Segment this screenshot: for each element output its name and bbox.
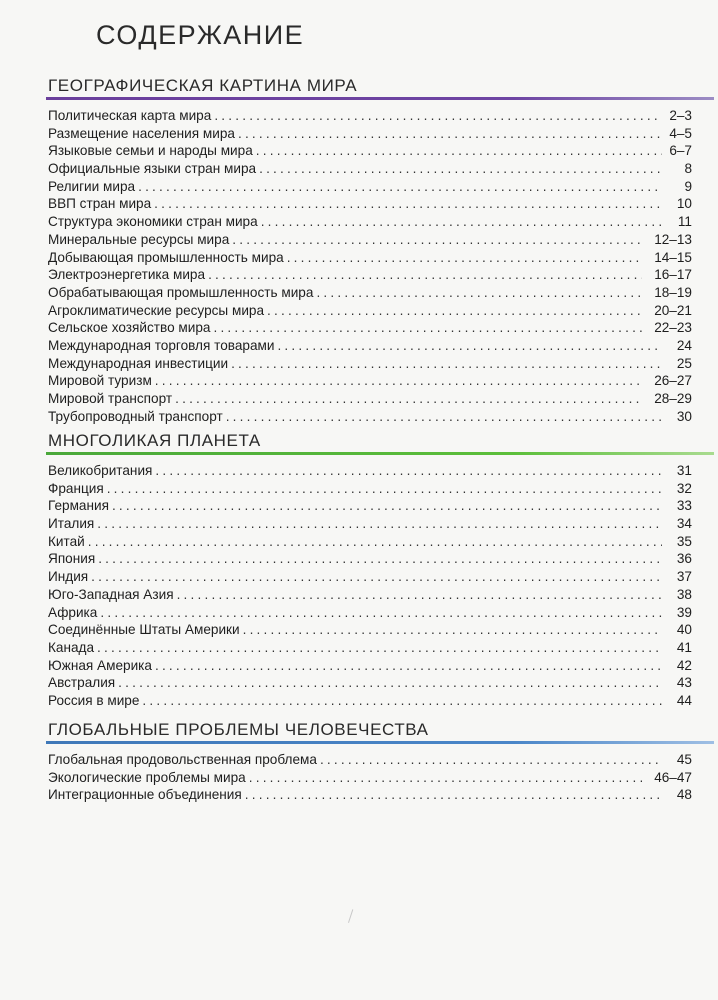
- toc-entry-label: Структура экономики стран мира: [48, 214, 258, 230]
- toc-entry-label: Япония: [48, 551, 96, 567]
- toc-entry: [48, 751, 692, 769]
- toc-section: [46, 431, 714, 710]
- dot-leader: [97, 639, 662, 657]
- page-title: СОДЕРЖАНИЕ: [96, 20, 305, 50]
- toc-entry-label: Великобритания: [48, 463, 153, 478]
- toc-entry: [48, 266, 692, 284]
- section-rule: [46, 97, 714, 100]
- toc-entry-page: 25: [676, 355, 692, 371]
- dot-leader: [261, 213, 662, 231]
- toc-entry-label: Германия: [48, 498, 109, 514]
- toc-entry: [48, 621, 692, 639]
- toc-entry-page: 4–5: [669, 125, 692, 141]
- toc-entry-label: Добывающая промышленность мира: [48, 249, 284, 265]
- toc-entry-label: Международная торговля товарами: [48, 337, 275, 353]
- toc-entry-label: Официальные языки стран мира: [48, 161, 257, 177]
- section-rule: [46, 452, 714, 455]
- toc-entry: [48, 231, 692, 249]
- dot-leader: [277, 337, 662, 355]
- toc-entry-label: Агроклиматические ресурсы мира: [48, 302, 265, 318]
- toc-entry-page: 44: [676, 692, 692, 708]
- toc-entry: [48, 107, 692, 125]
- pencil-mark: [348, 909, 359, 924]
- dot-leader: [320, 751, 662, 769]
- dot-leader: [213, 319, 642, 337]
- section-title: ГЕОГРАФИЧЕСКАЯ КАРТИНА МИРА: [48, 76, 358, 95]
- dot-leader: [267, 302, 642, 320]
- toc-entry-page: 30: [676, 408, 692, 424]
- toc-entry: [48, 125, 692, 143]
- toc-entry-page: 18–19: [654, 284, 692, 300]
- dot-leader: [91, 568, 662, 586]
- toc-entry-label: Индия: [48, 569, 89, 585]
- toc-entry-page: 48: [676, 787, 692, 803]
- toc-entry-page: 28–29: [654, 391, 692, 406]
- toc-entry-page: 38: [676, 586, 692, 602]
- dot-leader: [97, 515, 662, 533]
- toc-entry-label: Экологические проблемы мира: [48, 769, 246, 785]
- toc-entry: [48, 692, 692, 710]
- dot-leader: [107, 480, 662, 498]
- section-title: ГЛОБАЛЬНЫЕ ПРОБЛЕМЫ ЧЕЛОВЕЧЕСТВА: [48, 720, 429, 739]
- toc-entry: [48, 160, 692, 178]
- toc-entry-label: Минеральные ресурсы мира: [48, 231, 230, 247]
- toc-entry: [48, 674, 692, 692]
- toc-entry: [48, 769, 692, 787]
- dot-leader: [259, 160, 662, 178]
- toc-entry: [48, 786, 692, 804]
- toc-entry-label: Юго-Западная Азия: [48, 586, 174, 602]
- toc-entry-label: Италия: [48, 516, 95, 532]
- toc-entry-page: 46–47: [654, 769, 692, 785]
- toc-entry: [48, 213, 692, 231]
- toc-entry-label: Обрабатывающая промышленность мира: [48, 284, 314, 300]
- toc-entry-page: 24: [676, 337, 692, 353]
- toc-entry-label: Интеграционные объединения: [48, 787, 242, 803]
- toc-entry-page: 20–21: [654, 302, 692, 318]
- toc-entry-label: Южная Америка: [48, 657, 152, 673]
- toc-entry-page: 16–17: [654, 267, 692, 283]
- dot-leader: [243, 621, 662, 639]
- dot-leader: [154, 195, 662, 213]
- toc-entry: [48, 515, 692, 533]
- dot-leader: [232, 231, 642, 249]
- toc-entry: [48, 142, 692, 160]
- toc-entry-label: Мировой туризм: [48, 373, 152, 389]
- dot-leader: [231, 355, 662, 373]
- dot-leader: [238, 125, 662, 143]
- toc-entry-page: 43: [676, 675, 692, 691]
- toc-entry-label: Китай: [48, 533, 85, 549]
- toc-entry-label: Африка: [48, 604, 98, 620]
- dot-leader: [226, 408, 662, 426]
- toc-entry-label: Сельское хозяйство мира: [48, 320, 211, 336]
- toc-entry-page: 45: [676, 752, 692, 767]
- toc-entry: [48, 319, 692, 337]
- toc-entry: [48, 337, 692, 355]
- toc-entry-label: Канада: [48, 639, 95, 655]
- toc-entry-page: 33: [676, 498, 692, 514]
- toc-entry-page: 6–7: [669, 143, 692, 159]
- dot-leader: [138, 178, 662, 196]
- toc-entry: [48, 497, 692, 515]
- toc-entry: [48, 249, 692, 267]
- toc-entry-page: 2–3: [669, 108, 692, 123]
- toc-entry-label: Соединённые Штаты Америки: [48, 622, 240, 638]
- toc-entry-label: Размещение населения мира: [48, 125, 235, 141]
- toc-entry-label: Трубопроводный транспорт: [48, 408, 223, 424]
- toc-entry: [48, 586, 692, 604]
- toc-entry: [48, 604, 692, 622]
- toc-entry: [48, 195, 692, 213]
- toc-entry-page: 35: [676, 533, 692, 549]
- toc-entry-page: 32: [676, 480, 692, 496]
- dot-leader: [249, 769, 642, 787]
- toc-entry-page: 14–15: [654, 249, 692, 265]
- toc-entry-label: Глобальная продовольственная проблема: [48, 752, 317, 767]
- toc-entry-label: Международная инвестиции: [48, 355, 229, 371]
- dot-leader: [118, 674, 662, 692]
- toc-entry-page: 42: [676, 657, 692, 673]
- toc-entry: [48, 657, 692, 675]
- dot-leader: [316, 284, 642, 302]
- toc-entry: [48, 178, 692, 196]
- dot-leader: [245, 786, 662, 804]
- dot-leader: [208, 266, 642, 284]
- toc-entry-page: 36: [676, 551, 692, 567]
- dot-leader: [175, 390, 642, 408]
- toc-entry-page: 39: [676, 604, 692, 620]
- toc-entry-page: 26–27: [654, 373, 692, 389]
- toc-entry: [48, 372, 692, 390]
- toc-section: [46, 76, 714, 425]
- toc-entry-page: 11: [677, 214, 692, 230]
- section-rule: [46, 741, 714, 744]
- toc-entry: [48, 533, 692, 551]
- dot-leader: [287, 249, 642, 267]
- toc-entry: [48, 639, 692, 657]
- dot-leader: [100, 604, 662, 622]
- toc-entry-label: Религии мира: [48, 178, 136, 194]
- toc-entry-label: Россия в мире: [48, 692, 140, 708]
- dot-leader: [256, 142, 662, 160]
- toc-entry: [48, 302, 692, 320]
- toc-entry-label: Франция: [48, 480, 104, 496]
- toc-entry-page: 22–23: [654, 320, 692, 336]
- toc-entry-page: 31: [676, 463, 692, 478]
- toc-entry: [48, 462, 692, 480]
- toc-entry-label: Австралия: [48, 675, 116, 691]
- dot-leader: [155, 462, 662, 480]
- dot-leader: [155, 372, 642, 390]
- dot-leader: [155, 657, 662, 675]
- toc-entry-label: Языковые семьи и народы мира: [48, 143, 253, 159]
- toc-entry: [48, 550, 692, 568]
- toc-entry-page: 40: [676, 622, 692, 638]
- toc-entry: [48, 480, 692, 498]
- dot-leader: [112, 497, 662, 515]
- toc-entry: [48, 355, 692, 373]
- toc-entry: [48, 408, 692, 426]
- toc-entry-label: Электроэнергетика мира: [48, 267, 206, 283]
- section-title: МНОГОЛИКАЯ ПЛАНЕТА: [48, 431, 261, 450]
- toc-entry-page: 12–13: [654, 231, 692, 247]
- dot-leader: [214, 107, 662, 125]
- toc-entry-label: Мировой транспорт: [48, 391, 173, 406]
- toc-entry-page: 34: [676, 516, 692, 532]
- dot-leader: [98, 550, 662, 568]
- toc-entry-page: 10: [676, 196, 692, 212]
- toc-entry-page: 9: [684, 178, 692, 194]
- toc-entry: [48, 284, 692, 302]
- toc-entry-page: 37: [676, 569, 692, 585]
- toc-entry: [48, 568, 692, 586]
- toc-section: [46, 720, 714, 804]
- toc-entry-label: Политическая карта мира: [48, 108, 212, 123]
- toc-entry-label: ВВП стран мира: [48, 196, 152, 212]
- dot-leader: [177, 586, 662, 604]
- toc-entry: [48, 390, 692, 408]
- dot-leader: [142, 692, 662, 710]
- toc-entry-page: 41: [676, 639, 692, 655]
- dot-leader: [88, 533, 662, 551]
- toc-entry-page: 8: [684, 161, 692, 177]
